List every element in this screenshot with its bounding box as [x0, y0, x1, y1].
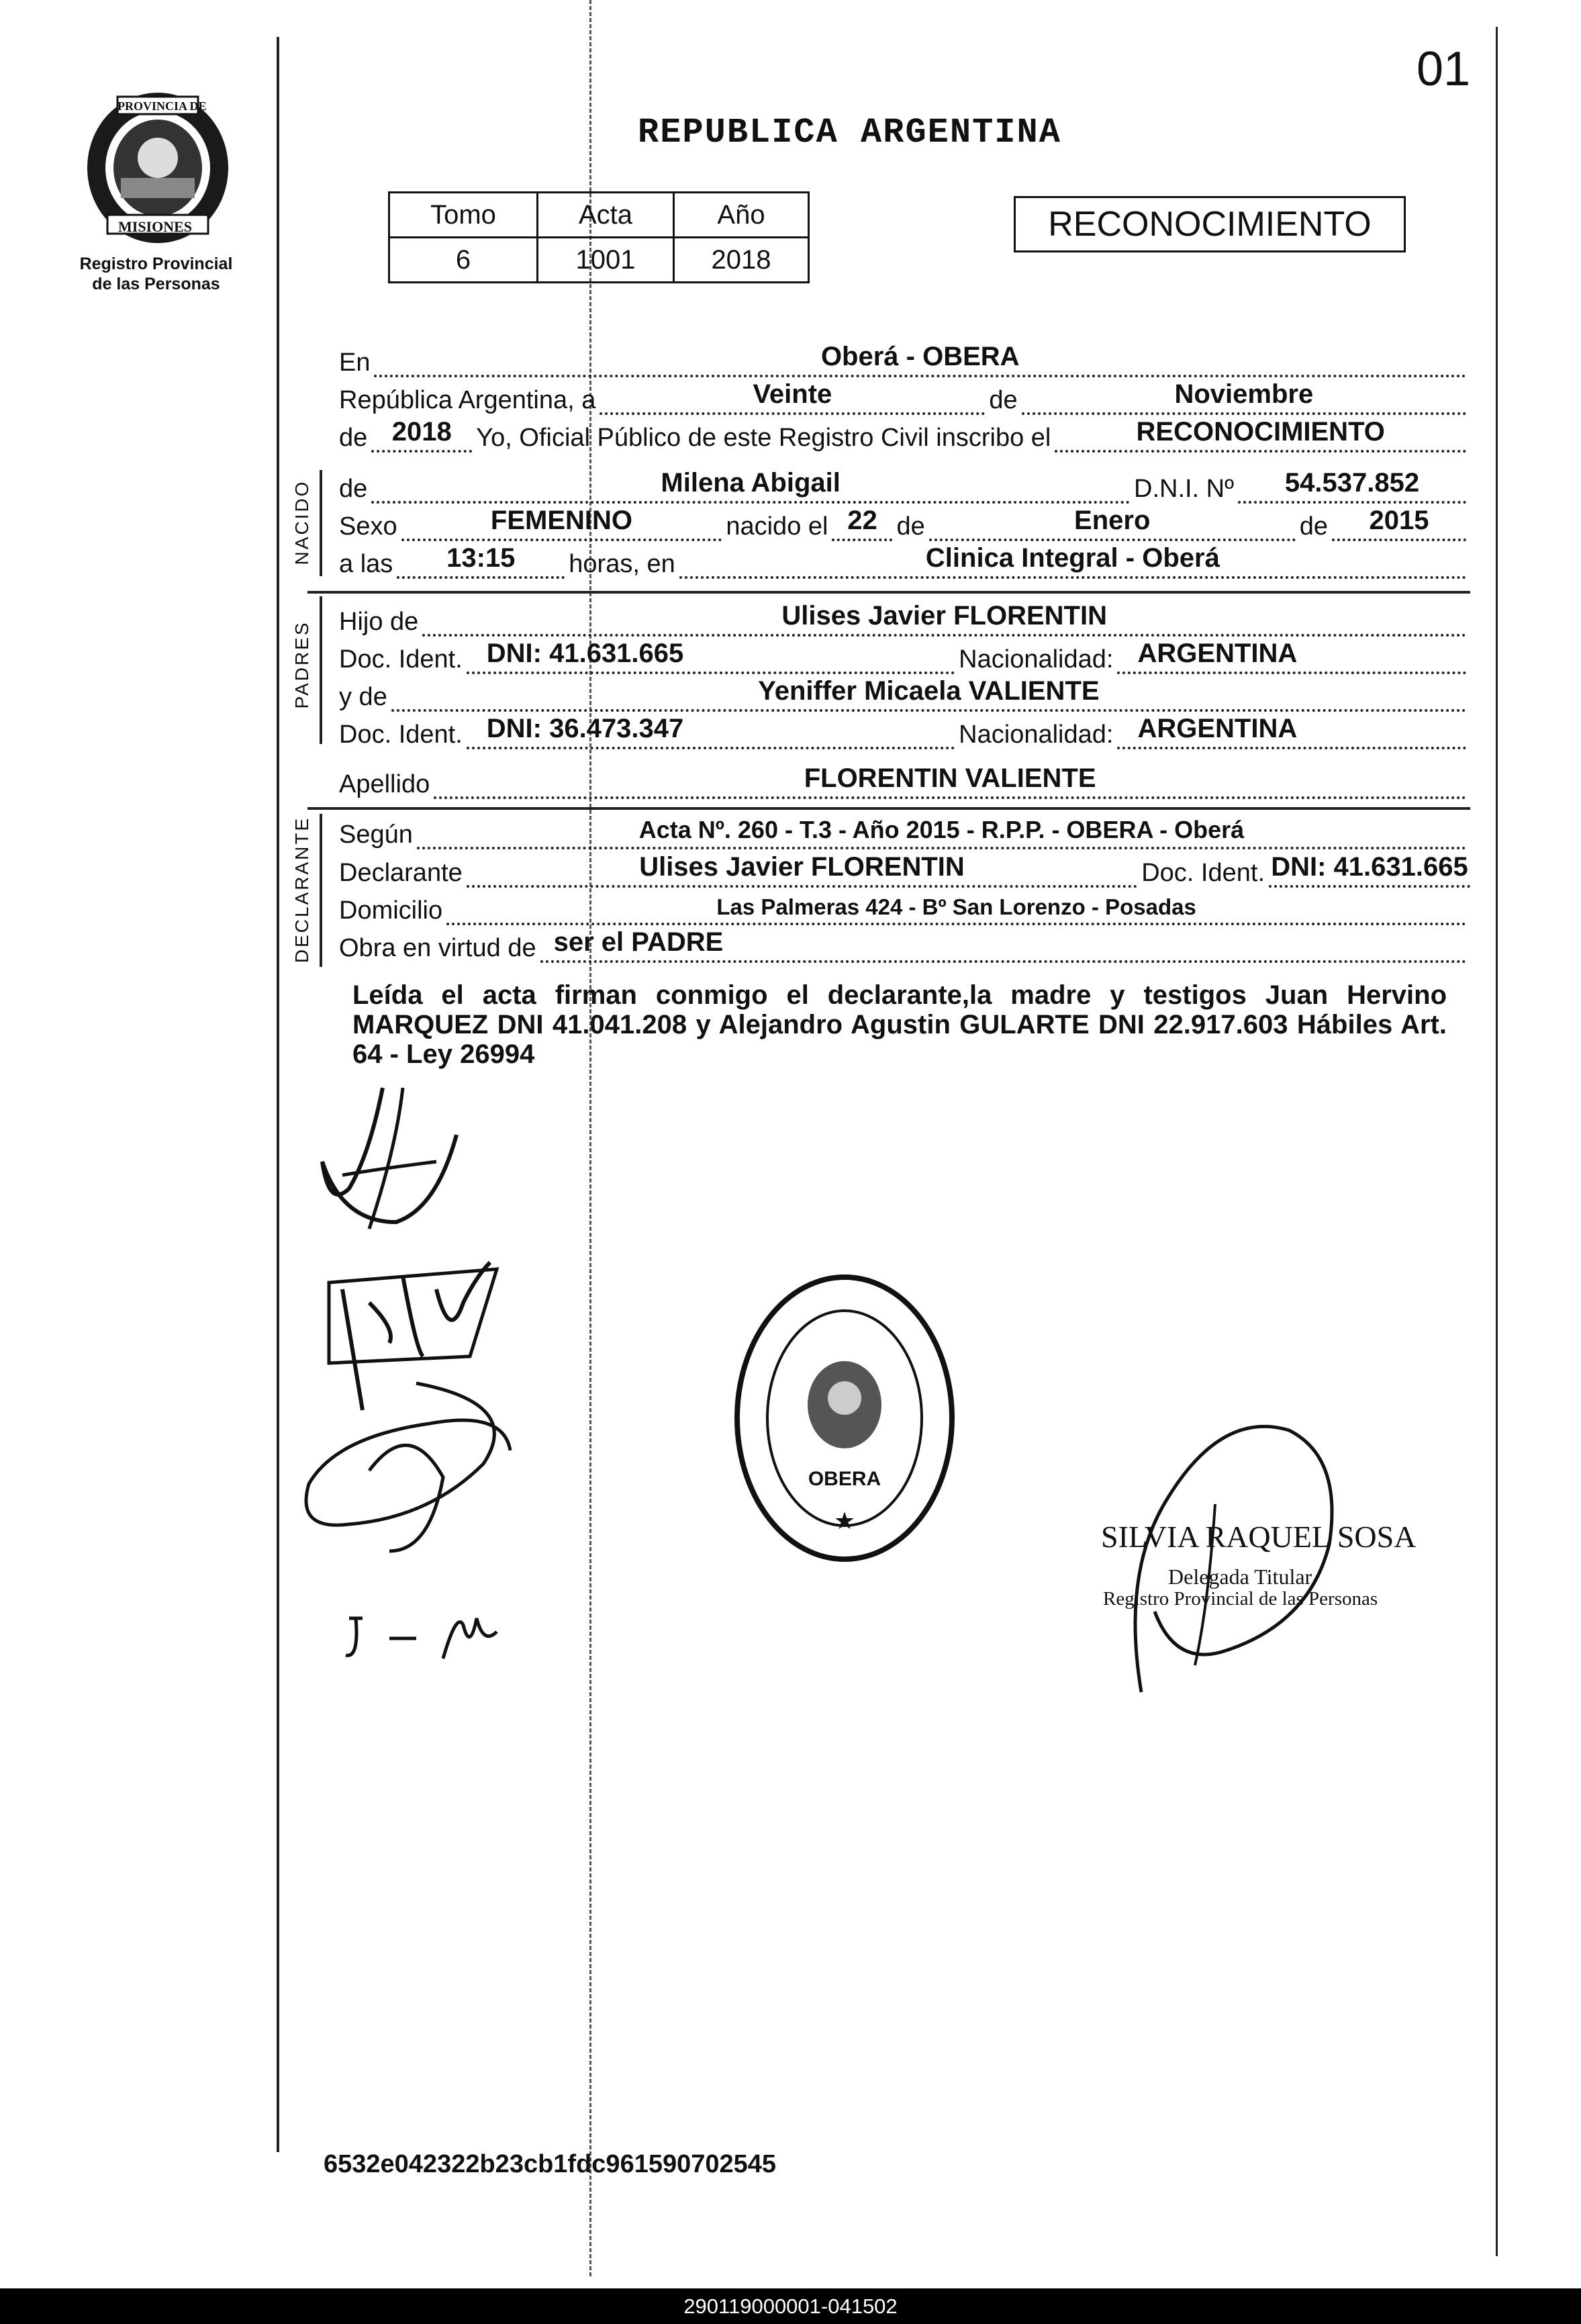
row-place	[339, 344, 1470, 377]
label-de-mes: de	[989, 386, 1018, 414]
declarant-value: Ulises Javier FLORENTIN	[639, 852, 965, 882]
header-tomo: Tomo	[389, 193, 538, 238]
act-type-value: RECONOCIMIENTO	[1136, 417, 1385, 447]
row-father	[339, 603, 1470, 637]
official-name: SILVIA RAQUEL SOSA	[1101, 1520, 1417, 1554]
padres-bracket	[320, 596, 322, 744]
label-doc-ident-decl: Doc. Ident.	[1141, 859, 1265, 887]
birth-year-value: 2015	[1369, 506, 1429, 535]
birth-time-value: 13:15	[446, 543, 516, 573]
record-type-box: RECONOCIMIENTO	[1014, 196, 1406, 252]
label-nacido-el: nacido el	[726, 512, 828, 541]
document-hash: 6532e042322b23cb1fdc961590702545	[324, 2150, 777, 2178]
label-nacionalidad-father: Nacionalidad:	[959, 645, 1114, 673]
row-father-doc	[339, 641, 1470, 674]
label-segun: Según	[339, 821, 413, 849]
day-value: Veinte	[753, 379, 832, 409]
agency-line1: Registro Provincial	[79, 254, 233, 273]
label-domicilio: Domicilio	[339, 896, 443, 925]
row-birth	[339, 508, 1470, 541]
label-doc-ident-mother: Doc. Ident.	[339, 721, 463, 749]
name-value: Milena Abigail	[661, 468, 841, 498]
official-seal-icon	[730, 1270, 959, 1566]
declarant-doc-value: DNI: 41.631.665	[1271, 852, 1468, 882]
row-address	[339, 892, 1470, 925]
row-segun	[339, 816, 1470, 849]
label-declarante: Declarante	[339, 859, 463, 887]
surname-value: FLORENTIN VALIENTE	[804, 763, 1096, 793]
label-horas-en: horas, en	[569, 550, 675, 578]
header-anio: Año	[674, 193, 809, 238]
label-obra-en-virtud: Obra en virtud de	[339, 934, 536, 962]
label-a-las: a las	[339, 550, 393, 578]
section-separator	[307, 591, 1470, 594]
virtue-value: ser el PADRE	[553, 927, 724, 957]
birth-day-value: 22	[847, 506, 877, 535]
label-republica: República Argentina, a	[339, 386, 596, 414]
mother-name-value: Yeniffer Micaela VALIENTE	[758, 676, 1100, 706]
document-page: PROVINCIA DE MISIONES Registro Provincial de las Personas 01 REPUBLICA ARGENTINA Tomo Acta Año 6 1001 2018 RECONOCIMIENTO En Oberá - OBERA República Argentina, a Veinte de Noviembre de 2018 Yo, Oficial Público de este Registro Civil inscribo el RECONOCIMIENTO NACIDO de Milena Abigail D.N.I. Nº 54.537.852 Sexo FEMENINO nacido el 22 de Enero de 2015 a las 13:15 horas, en Clinica Integral - Oberá PADRES Hijo de Ulises Javier FLORENTIN Doc. Ident. DNI: 41.631.665 Nacionalidad: ARGENTINA y de Yeniffer Micaela VALIENTE Doc. Ident. DNI: 36.473.347 Nacionalidad: ARGENTINA Apellido FLORENTIN VALIENTE DECLARANTE Según Acta Nº. 260 - T.3 - Año 2015 - R.P.P. - OBERA - Oberá Declarante Ulises Javier FLORENTIN Doc. Ident. DNI: 41.631.665 Domicilio Las Palmeras 424 - Bº San Lorenzo - Posadas Obra en virtud de ser el PADRE Leída el acta firman conmigo el declarante,la madre y testigos Juan Hervino MARQUEZ DNI 41.041.208 y Alejandro Agustin GULARTE DNI 22.917.603 Hábiles Art. 64 - Ley 26994 OBERA ★ SILVIA RAQUEL SOSA Delegada Titular Registro Provincial de las Personas 6532e042322b23cb1fdc961590702545 290119000001-041502	[0, 0, 1581, 2324]
sex-value: FEMENINO	[490, 506, 633, 535]
birth-month-value: Enero	[1074, 506, 1151, 535]
label-de-nombre: de	[339, 475, 368, 503]
place-value: Oberá - OBERA	[820, 342, 1020, 371]
signature-witness2-icon	[336, 1598, 524, 1679]
registry-table	[388, 191, 810, 283]
label-en: En	[339, 348, 371, 377]
logo-text-top: PROVINCIA DE	[117, 99, 207, 113]
right-margin-rule	[1496, 27, 1498, 2256]
month-value: Noviembre	[1174, 379, 1314, 409]
label-de-nac-mes: de	[896, 512, 925, 541]
row-declarant	[339, 854, 1470, 888]
value-tomo: 6	[389, 238, 538, 283]
label-sexo: Sexo	[339, 512, 397, 541]
row-mother-doc	[339, 716, 1470, 749]
label-de-nac-anio: de	[1299, 512, 1328, 541]
father-nationality-value: ARGENTINA	[1137, 639, 1298, 668]
row-virtue	[339, 929, 1470, 963]
father-doc-value: DNI: 41.631.665	[486, 639, 684, 668]
signature-witness1-icon	[282, 1363, 550, 1565]
value-anio: 2018	[674, 238, 809, 283]
declarante-bracket	[320, 814, 322, 967]
birth-place-value: Clinica Integral - Oberá	[925, 543, 1220, 573]
page-number: 01	[1417, 42, 1471, 96]
label-y-de: y de	[339, 683, 387, 711]
footer-code-bar	[0, 2288, 1581, 2324]
label-de-anio: de	[339, 424, 368, 452]
row-date	[339, 381, 1470, 415]
closing-statement: Leída el acta firman conmigo el declarante,la madre y testigos Juan Hervino MARQUEZ DNI 41.041.208 y Alejandro Agustin GULARTE DNI 22.917.603 Hábiles Art. 64 - Ley 26994	[352, 980, 1447, 1069]
dni-value: 54.537.852	[1284, 468, 1420, 498]
row-mother	[339, 678, 1470, 712]
mother-doc-value: DNI: 36.473.347	[486, 714, 684, 743]
signature-declarant-icon	[302, 1074, 477, 1249]
agency-caption	[64, 254, 248, 294]
mother-nationality-value: ARGENTINA	[1137, 714, 1298, 743]
according-to-value: Acta Nº. 260 - T.3 - Año 2015 - R.P.P. - OBERA - Oberá	[638, 816, 1245, 843]
section-separator-2	[307, 807, 1470, 810]
row-time	[339, 545, 1470, 579]
svg-text:★: ★	[833, 1507, 856, 1534]
label-nacionalidad-mother: Nacionalidad:	[959, 721, 1114, 749]
logo-text-bottom: MISIONES	[118, 218, 193, 235]
left-margin-rule	[277, 37, 279, 2152]
row-name	[339, 470, 1470, 504]
nacido-bracket	[320, 470, 322, 576]
footer-code: 290119000001-041502	[683, 2294, 898, 2318]
address-value: Las Palmeras 424 - Bº San Lorenzo - Posadas	[716, 894, 1196, 919]
label-yo-oficial: Yo, Oficial Público de este Registro Civil inscribo el	[476, 424, 1051, 452]
label-hijo-de: Hijo de	[339, 608, 419, 636]
value-acta: 1001	[538, 238, 674, 283]
country-title: REPUBLICA ARGENTINA	[638, 113, 1061, 152]
father-name-value: Ulises Javier FLORENTIN	[781, 601, 1107, 631]
agency-line2: de las Personas	[92, 275, 220, 293]
header-acta: Acta	[538, 193, 674, 238]
row-surname	[339, 765, 1470, 799]
label-apellido: Apellido	[339, 770, 430, 798]
label-doc-ident-father: Doc. Ident.	[339, 645, 463, 673]
label-dni: D.N.I. Nº	[1134, 475, 1234, 503]
year-value: 2018	[391, 417, 452, 447]
row-act	[339, 419, 1470, 453]
official-role: Delegada Titular	[1168, 1565, 1312, 1589]
official-org: Registro Provincial de las Personas	[1103, 1588, 1378, 1610]
seal-city: OBERA	[808, 1468, 881, 1490]
